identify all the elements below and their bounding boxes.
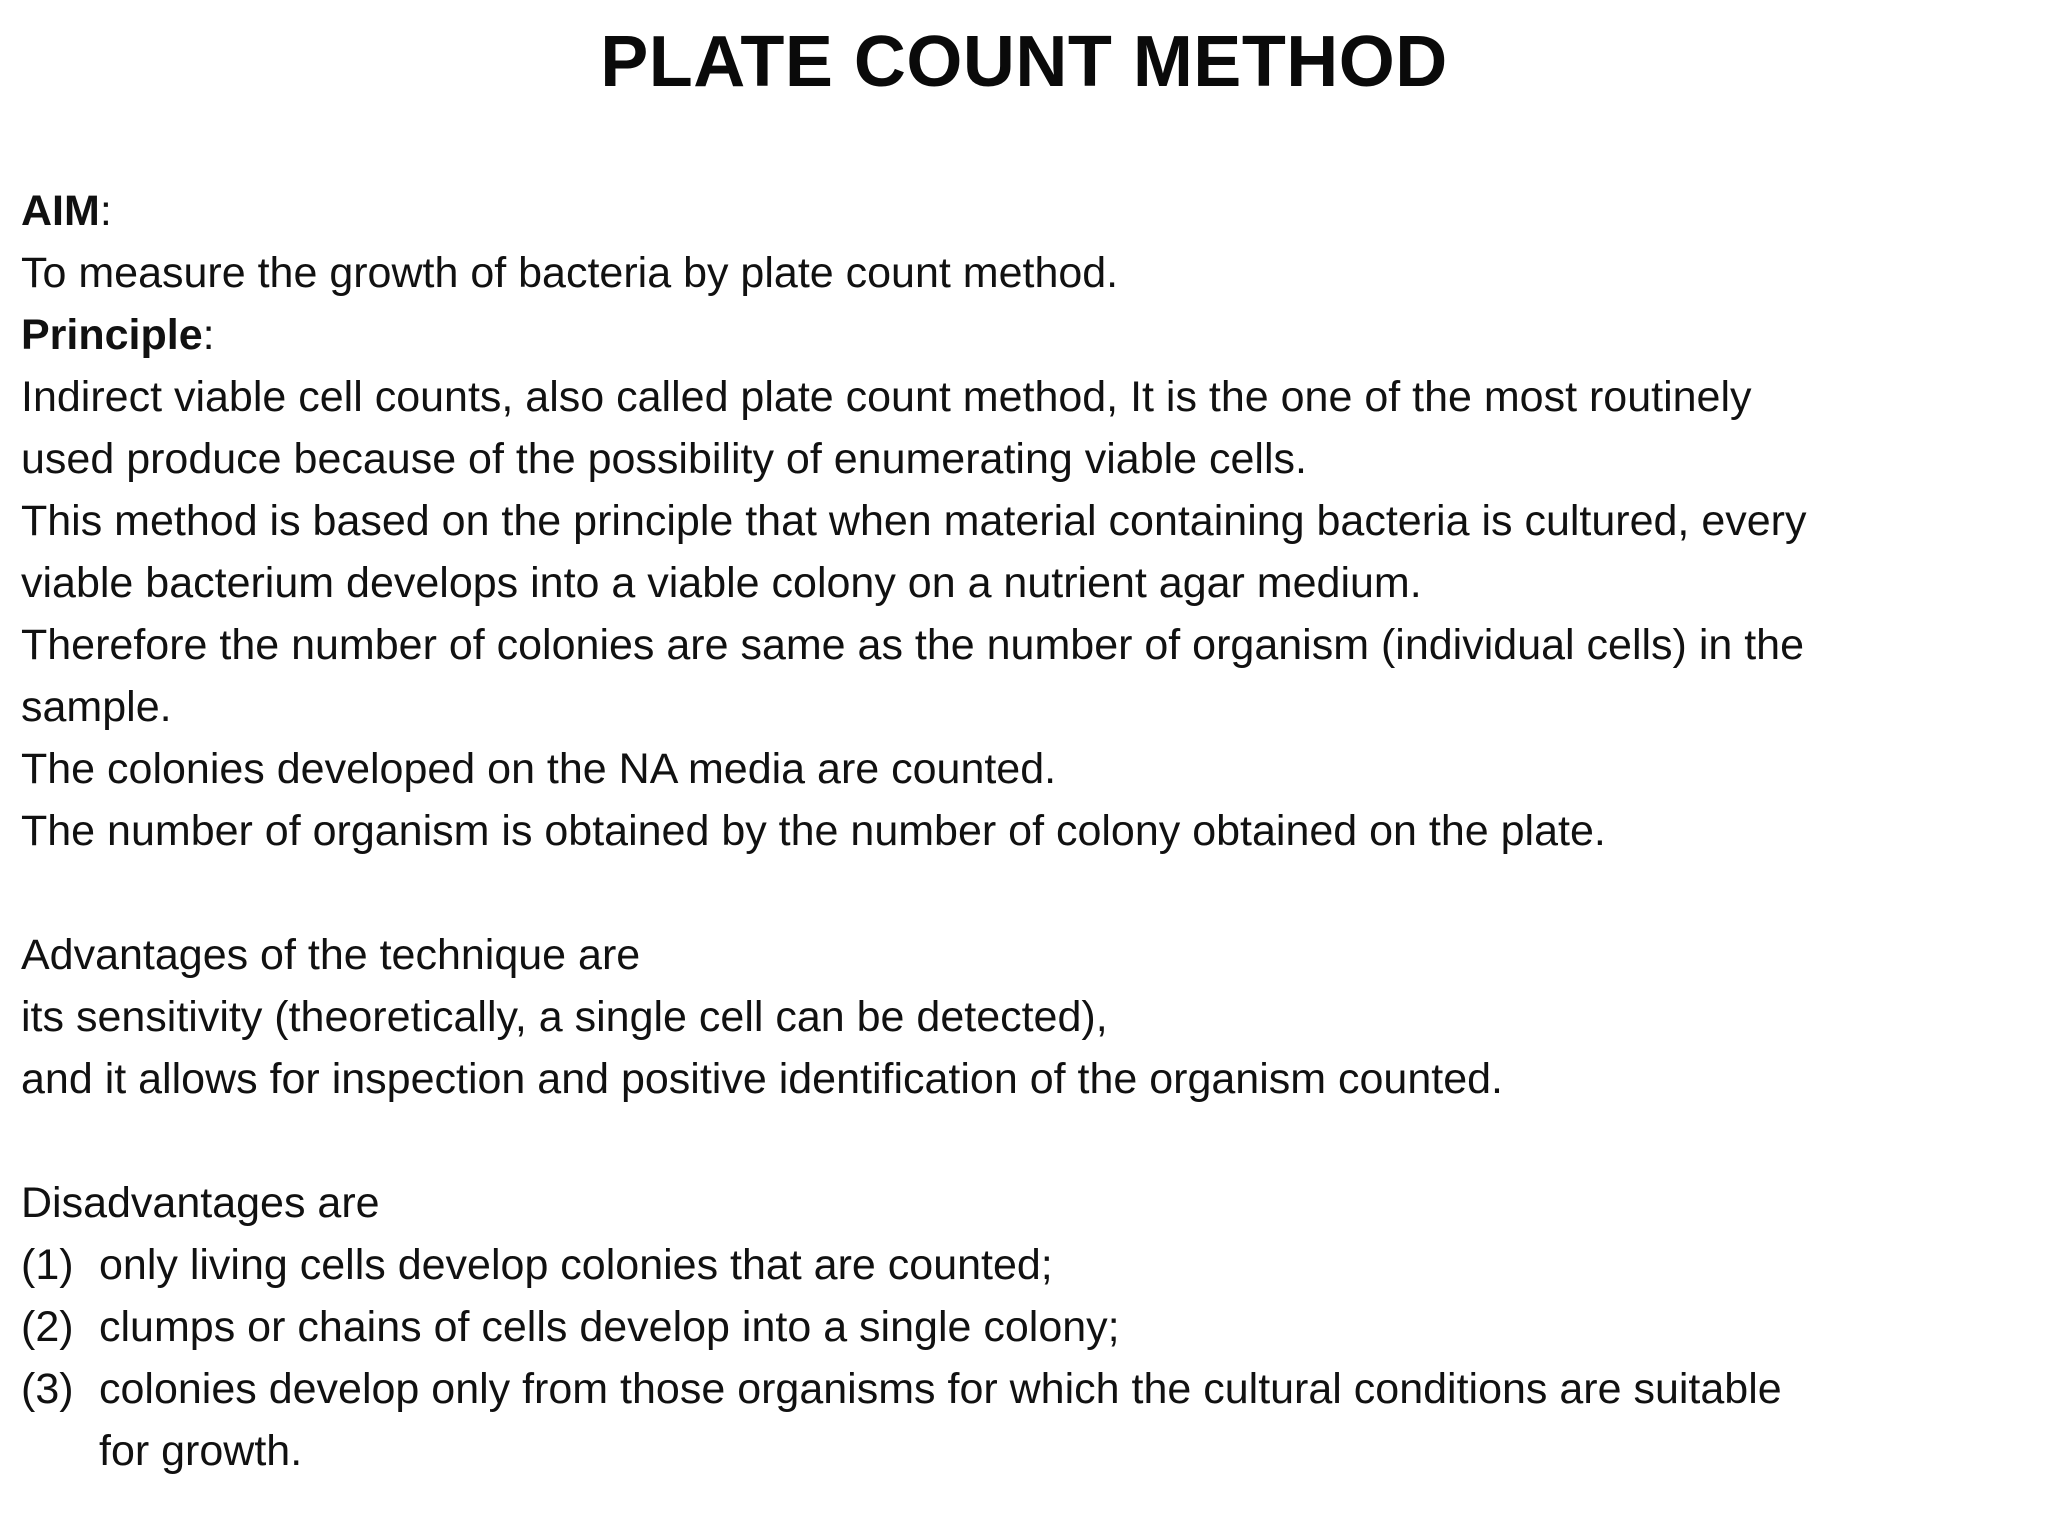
item-text [99,1358,1782,1482]
item-number: (2) [21,1303,74,1351]
item-text [99,1234,1053,1296]
principle-colon: : [202,311,215,359]
slide-body [21,180,2011,1482]
disadvantage-item [21,1234,2011,1296]
aim-text: To measure the growth of bacteria by plate count method. [21,249,1119,297]
principle-line: Therefore the number of colonies are same as the number of organism (individual cells) in the [21,621,1805,669]
disadvantages-heading: Disadvantages are [21,1179,380,1227]
item-number: (3) [21,1365,74,1413]
aim-colon: : [99,187,112,235]
principle-line: used produce because of the possibility of enumerating viable cells. [21,435,1307,483]
principle-line: Indirect viable cell counts, also called plate count method, It is the one of the most routinely [21,373,1752,421]
advantages-line: its sensitivity (theoretically, a single cell can be detected), [21,993,1108,1041]
spacer [21,862,2011,924]
principle-line: sample. [21,683,172,731]
principle-line: The colonies developed on the NA media are counted. [21,745,1057,793]
slide-title: PLATE COUNT METHOD [600,22,1448,102]
aim-heading: AIM [21,187,100,235]
aim-heading-line [21,180,2011,242]
item-line: colonies develop only from those organisms for which the cultural conditions are suitable [99,1365,1782,1413]
disadvantage-item [21,1296,2011,1358]
advantages-line: and it allows for inspection and positive identification of the organism counted. [21,1055,1503,1103]
spacer [21,1110,2011,1172]
principle-heading: Principle [21,311,203,359]
principle-heading-line [21,304,2011,366]
principle-line: This method is based on the principle that when material containing bacteria is cultured, every [21,497,1807,545]
item-line: for growth. [99,1427,303,1475]
item-text [99,1296,1120,1358]
advantages-line: Advantages of the technique are [21,931,641,979]
item-line: clumps or chains of cells develop into a single colony; [99,1303,1120,1351]
disadvantage-item [21,1358,2011,1482]
principle-line: viable bacterium develops into a viable colony on a nutrient agar medium. [21,559,1422,607]
principle-line: The number of organism is obtained by the number of colony obtained on the plate. [21,807,1606,855]
item-line: only living cells develop colonies that are counted; [99,1241,1053,1289]
item-number: (1) [21,1241,74,1289]
